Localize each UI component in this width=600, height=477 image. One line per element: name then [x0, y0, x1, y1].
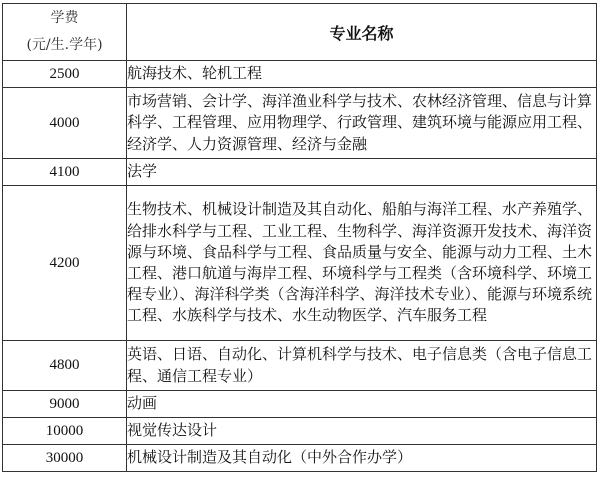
table-row	[3, 61, 597, 88]
fee-cell: 10000	[3, 418, 127, 445]
fee-header-line2: (元/生.学年)	[26, 37, 103, 53]
fee-cell: 30000	[3, 445, 127, 472]
fee-cell: 4100	[3, 159, 127, 186]
table-row	[3, 88, 597, 159]
table-row	[3, 341, 597, 391]
fee-header-line1: 学费	[50, 10, 79, 26]
majors-cell: 市场营销、会计学、海洋渔业科学与技术、农林经济管理、信息与计算科学、工程管理、应用物理学、行政管理、建筑环境与能源应用工程、经济学、人力资源管理、经济与金融	[127, 88, 597, 159]
majors-cell: 机械设计制造及其自动化（中外合作办学）	[127, 445, 597, 472]
table-row	[3, 186, 597, 341]
majors-cell: 法学	[127, 159, 597, 186]
majors-cell: 动画	[127, 391, 597, 418]
fee-cell: 4800	[3, 341, 127, 391]
table-row	[3, 391, 597, 418]
fee-cell: 4000	[3, 88, 127, 159]
fee-cell: 4200	[3, 186, 127, 341]
majors-cell: 航海技术、轮机工程	[127, 61, 597, 88]
majors-cell: 视觉传达设计	[127, 418, 597, 445]
table-row	[3, 418, 597, 445]
majors-cell: 英语、日语、自动化、计算机科学与技术、电子信息类（含电子信息工程、通信工程专业）	[127, 341, 597, 391]
table-row	[3, 159, 597, 186]
major-column-header: 专业名称	[127, 4, 597, 61]
table-header-row	[3, 4, 597, 61]
fee-cell: 2500	[3, 61, 127, 88]
tuition-fee-table	[2, 3, 597, 472]
table-row	[3, 445, 597, 472]
fee-cell: 9000	[3, 391, 127, 418]
fee-column-header	[3, 4, 127, 61]
majors-cell: 生物技术、机械设计制造及其自动化、船舶与海洋工程、水产养殖学、给排水科学与工程、工业工程、生物科学、海洋资源开发技术、海洋资源与环境、食品科学与工程、食品质量与安全、能源与动力工程、土木工程、港口航道与海岸工程、环境科学与工程类（含环境科学、环境工程专业）、海洋科学类（含海洋科学、海洋技术专业）、能源与环境系统工程、水族科学与技术、水生动物医学、汽车服务工程	[127, 186, 597, 341]
